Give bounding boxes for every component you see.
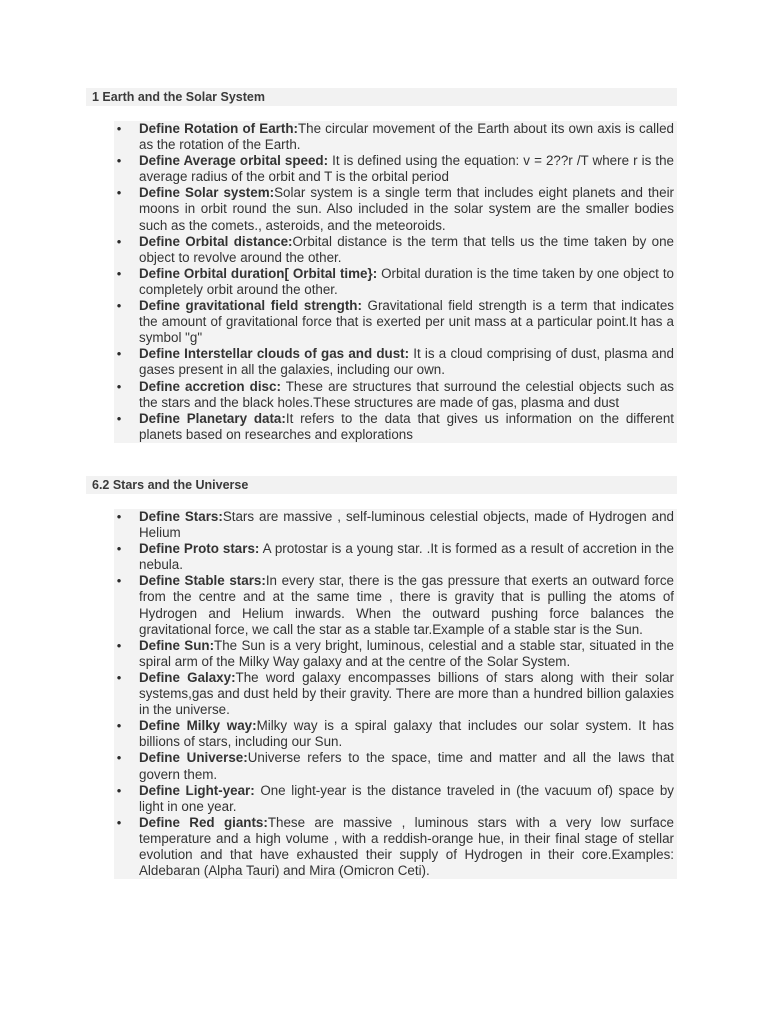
- list-item: [114, 718, 677, 750]
- bullet-icon: •: [116, 346, 122, 362]
- list-item: [114, 234, 677, 266]
- bullet-icon: •: [116, 750, 122, 766]
- bullet-icon: •: [116, 298, 122, 314]
- definition-text: Universe refers to the space, time and matter and all the laws that govern them.: [139, 750, 674, 782]
- definition-text: Solar system is a single term that includes eight planets and their moons in orbit round the sun. Also included in the solar system are the smaller bodies such as the comets., asteroids, and the meteoroids.: [139, 185, 675, 233]
- definition-term: Define Sun:: [139, 637, 215, 653]
- definition-term: Define Planetary data:: [139, 410, 286, 426]
- list-item: [114, 509, 677, 541]
- definition-text: The circular movement of the Earth about its own axis is called as the rotation of the Earth.: [139, 121, 674, 153]
- definition-text: Milky way is a spiral galaxy that includes our solar system. It has billions of stars, including our Sun.: [139, 718, 675, 750]
- bullet-icon: •: [116, 153, 122, 169]
- definition-text: The Sun is a very bright, luminous, celestial and a stable star, situated in the spiral arm of the Milky Way galaxy and at the centre of the Solar System.: [139, 637, 674, 669]
- definition-text: It refers to the data that gives us information on the different planets based on researches and explorations: [139, 410, 674, 442]
- list-item: [114, 541, 677, 573]
- definition-list-earth: [114, 121, 677, 443]
- definition-text: In every star, there is the gas pressure that exerts an outward force from the centre and at the same time , there is gravity that is pulling the atoms of Hydrogen and Helium inwards. When the outward pushing force balances the gravitational force, we call the star as a stable tar.Example of a stable star is the Sun.: [139, 573, 674, 637]
- definition-term: Define Average orbital speed:: [139, 153, 329, 169]
- list-item: [114, 153, 677, 185]
- definition-term: Define Orbital duration[ Orbital time}:: [139, 265, 378, 281]
- list-item: [114, 411, 677, 443]
- section-heading-earth-solar-system: 1 Earth and the Solar System: [86, 88, 677, 106]
- list-item: [114, 266, 677, 298]
- bullet-icon: •: [116, 669, 122, 685]
- list-item: [114, 185, 677, 233]
- definition-text: It is a cloud comprising of dust, plasma and gases present in all the galaxies, including our own.: [139, 346, 674, 378]
- definition-term: Define Stars:: [139, 509, 223, 524]
- bullet-icon: •: [116, 782, 122, 798]
- bullet-icon: •: [116, 410, 122, 426]
- bullet-icon: •: [116, 378, 122, 394]
- definition-term: Define Solar system:: [139, 185, 275, 201]
- definition-term: Define Light-year:: [139, 782, 255, 798]
- definition-text: The word galaxy encompasses billions of stars along with their solar systems,gas and dust held by their gravity. There are more than a hundred billion galaxies in the universe.: [139, 669, 675, 718]
- definition-text: Stars are massive , self-luminous celestial objects, made of Hydrogen and Helium: [139, 509, 674, 541]
- bullet-icon: •: [116, 185, 122, 201]
- definition-term: Define accretion disc:: [139, 378, 281, 394]
- definition-term: Define Rotation of Earth:: [139, 121, 298, 136]
- definition-term: Define gravitational field strength:: [139, 298, 362, 314]
- definition-list-stars: [114, 509, 677, 879]
- definition-text: A protostar is a young star. .It is formed as a result of accretion in the nebula.: [139, 541, 675, 573]
- definition-text: These are structures that surround the celestial objects such as the stars and the black holes.These structures are made of gas, plasma and dust: [139, 378, 674, 410]
- bullet-icon: •: [116, 541, 122, 557]
- list-item: [114, 670, 677, 718]
- bullet-icon: •: [116, 718, 122, 734]
- list-item: [114, 298, 677, 346]
- definition-text: It is defined using the equation: v = 2??r /T where r is the average radius of the orbit and T is the orbital period: [139, 153, 674, 185]
- list-item: [114, 750, 677, 782]
- definition-term: Define Interstellar clouds of gas and dust:: [139, 346, 410, 362]
- section-heading-stars-universe: 6.2 Stars and the Universe: [86, 476, 677, 494]
- definition-term: Define Galaxy:: [139, 669, 236, 685]
- list-item: [114, 346, 677, 378]
- list-item: [114, 815, 677, 879]
- definition-term: Define Universe:: [139, 750, 248, 766]
- list-item: [114, 638, 677, 670]
- list-item: [114, 783, 677, 815]
- definition-term: Define Red giants:: [139, 814, 268, 830]
- bullet-icon: •: [116, 121, 122, 136]
- bullet-icon: •: [116, 509, 122, 524]
- bullet-icon: •: [116, 637, 122, 653]
- bullet-icon: •: [116, 573, 122, 589]
- definition-text: Orbital duration is the time taken by one object to completely orbit around the other.: [139, 265, 674, 297]
- definition-text: One light-year is the distance traveled in (the vacuum of) space by light in one year.: [139, 782, 674, 814]
- definition-term: Define Proto stars:: [139, 541, 260, 557]
- definition-text: Orbital distance is the term that tells us the time taken by one object to revolve around the other.: [139, 233, 674, 265]
- definition-text: These are massive , luminous stars with a very low surface temperature and a high volume , with a reddish-orange hue, in their final stage of stellar evolution and that have exhausted their supply of Hydrogen in their core.Examples: Aldebaran (Alpha Tauri) and Mira (Omicron Ceti).: [139, 814, 674, 879]
- definition-term: Define Orbital distance:: [139, 233, 293, 249]
- bullet-icon: •: [116, 265, 122, 281]
- definition-text: Gravitational field strength is a term that indicates the amount of gravitational force that is exerted per unit mass at a particular point.It has a symbol "g": [139, 298, 674, 346]
- list-item: [114, 121, 677, 153]
- bullet-icon: •: [116, 814, 122, 830]
- definition-term: Define Stable stars:: [139, 573, 266, 589]
- list-item: [114, 573, 677, 637]
- bullet-icon: •: [116, 233, 122, 249]
- list-item: [114, 379, 677, 411]
- definition-term: Define Milky way:: [139, 718, 257, 734]
